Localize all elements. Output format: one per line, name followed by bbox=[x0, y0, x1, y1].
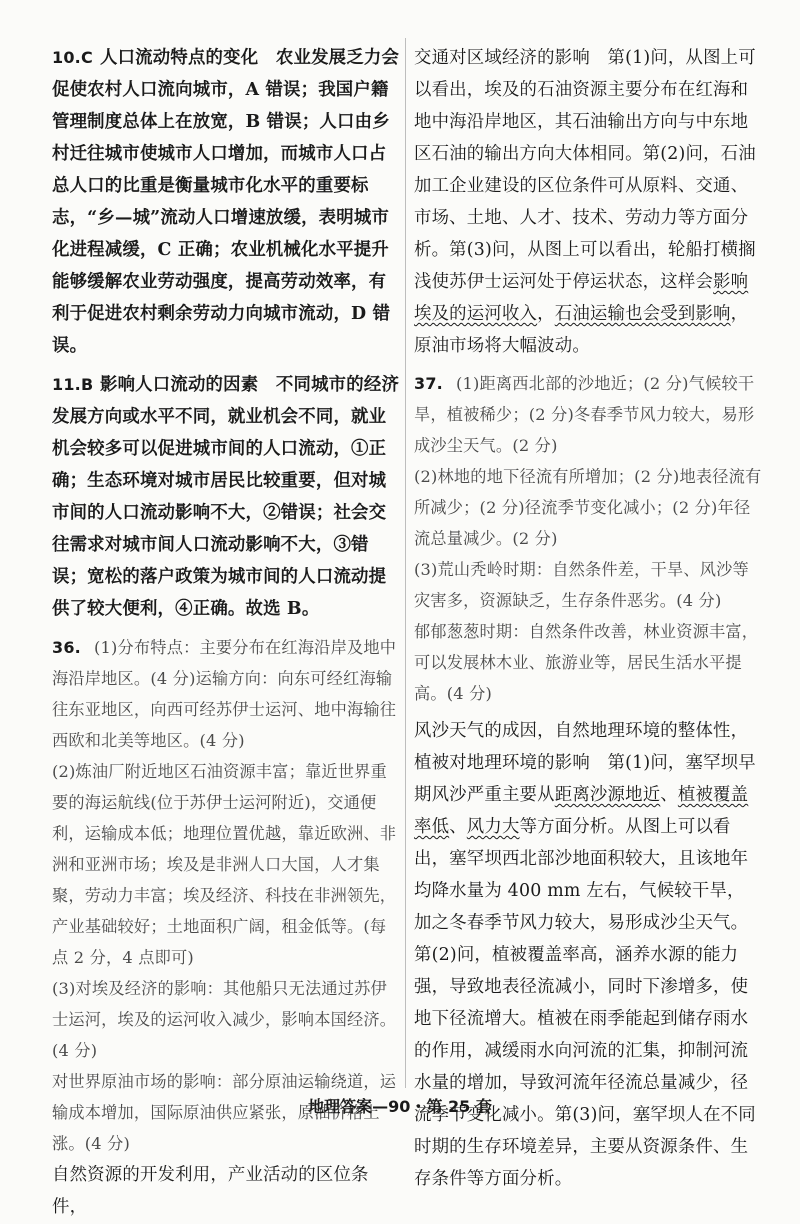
explanation-intro: 自然资源的开发利用，产业活动的区位条件， bbox=[52, 1165, 369, 1217]
answer-part-3: (3)对埃及经济的影响：其他船只无法通过苏伊士运河，埃及的运河收入减少，影响本国经济。(4 分) bbox=[52, 979, 397, 1060]
underlined-point: 距离沙源地近 bbox=[554, 785, 661, 805]
answer-part-3b: 郁郁葱葱时期：自然条件改善，林业资源丰富，可以发展林木业、旅游业等，居民生活水平提高。(4 分) bbox=[414, 622, 759, 703]
answer-37 bbox=[414, 368, 762, 1195]
answer-11 bbox=[52, 369, 402, 625]
left-column bbox=[52, 42, 402, 1224]
answer-part-1: (1)分布特点：主要分布在红海沿岸及地中海沿岸地区。(4 分)运输方向：向东可经红海输往东亚地区，向西可经苏伊士运河、地中海输往西欧和北美等地区。(4 分) bbox=[52, 638, 397, 750]
question-number: 11.B bbox=[52, 375, 94, 394]
page-footer: 地理答案—90・第 25 套 bbox=[308, 1097, 492, 1116]
answer-part-2: (2)炼油厂附近地区石油资源丰富；靠近世界重要的海运航线(位于苏伊士运河附近)，交通便利，运输成本低；地理位置优越，靠近欧洲、非洲和亚洲市场；埃及是非洲人口大国，人才集聚，劳动力丰富；埃及经济、科技在非洲领先，产业基础较好；土地面积广阔，租金低等。(每点 2 分，4 点即可) bbox=[52, 762, 397, 967]
question-number: 10.C bbox=[52, 48, 93, 67]
answer-36 bbox=[52, 632, 402, 1223]
answer-10 bbox=[52, 42, 402, 362]
answer-37-explanation: 风沙天气的成因，自然地理环境的整体性，植被对地理环境的影响 第(1)问，塞罕坝早期风沙严重主要从距离沙源地近、植被覆盖率低、风力大等方面分析。从图上可以看出，塞罕坝西北部沙地面积较大，且该地年均降水量为 400 mm 左右，气候较干旱，加之冬春季节风力较大，易形成沙尘天气。第(2)问，植被覆盖率高，涵养水源的能力强，导致地表径流减小，同时下渗增多，使地下径流增大。植被在雨季能起到储存雨水的作用，减缓雨水向河流的汇集，抑制河流水量的增加，导致河流年径流总量减少，径流季节变化减小。第(3)问，塞罕坝人在不同时期的生存环境差异，主要从资源条件、生存条件等方面分析。 bbox=[414, 721, 756, 1189]
answer-part-1: (1)距离西北部的沙地近；(2 分)气候较干旱，植被稀少；(2 分)冬春季节风力较大，易形成沙尘天气。(2 分) bbox=[414, 374, 755, 455]
answer-part-2: (2)林地的地下径流有所增加；(2 分)地表径流有所减少；(2 分)径流季节变化减小；(2 分)年径流总量减少。(2 分) bbox=[414, 467, 762, 548]
answer-explanation: 影响人口流动的因素 不同城市的经济发展方向或水平不同，就业机会不同，就业机会较多可以促进城市间的人口流动，①正确；生态环境对城市居民比较重要，但对城市间的人口流动影响不大，②错误；社会交往需求对城市间人口流动影响不大，③错误；宽松的落户政策为城市间的人口流动提供了较大便利，④正确。故选 B。 bbox=[52, 375, 400, 619]
underlined-point: 风力大 bbox=[466, 817, 520, 837]
underlined-point: 石油运输也会受到影响 bbox=[554, 304, 731, 324]
answer-36-explanation: 交通对区域经济的影响 第(1)问，从图上可以看出，埃及的石油资源主要分布在红海和地中海沿岸地区，其石油输出方向与中东地区石油的输出方向大体相同。第(2)问，石油加工企业建设的区位条件可从原料、交通、市场、土地、人才、技术、劳动力等方面分析。第(3)问，从图上可以看出，轮船打横搁浅使苏伊士运河处于停运状态，这样会影响埃及的运河收入，石油运输也会受到影响，原油市场将大幅波动。 bbox=[414, 48, 756, 356]
right-column bbox=[414, 42, 762, 1196]
underlined-point: 植被覆盖率低 bbox=[414, 785, 749, 837]
answer-part-3: (3)荒山秃岭时期：自然条件差，干旱、风沙等灾害多，资源缺乏，生存条件恶劣。(4 分) bbox=[414, 560, 749, 610]
underlined-point: 影响埃及的运河收入 bbox=[414, 272, 749, 324]
answer-part-3b: 对世界原油市场的影响：部分原油运输绕道，运输成本增加，国际原油供应紧张，原油价格上涨。(4 分) bbox=[52, 1072, 397, 1153]
answer-explanation: 人口流动特点的变化 农业发展乏力会促使农村人口流向城市，A 错误；我国户籍管理制度总体上在放宽，B 错误；人口由乡村迁往城市使城市人口增加，而城市人口占总人口的比重是衡量城市化水平的重要标志，“乡—城”流动人口增速放缓，表明城市化进程减缓，C 正确；农业机械化水平提升能够缓解农业劳动强度，提高劳动效率，有利于促进农村剩余劳动力向城市流动，D 错误。 bbox=[52, 48, 400, 356]
question-number: 37. bbox=[414, 374, 443, 393]
column-divider bbox=[405, 38, 406, 1088]
question-number: 36. bbox=[52, 638, 81, 657]
